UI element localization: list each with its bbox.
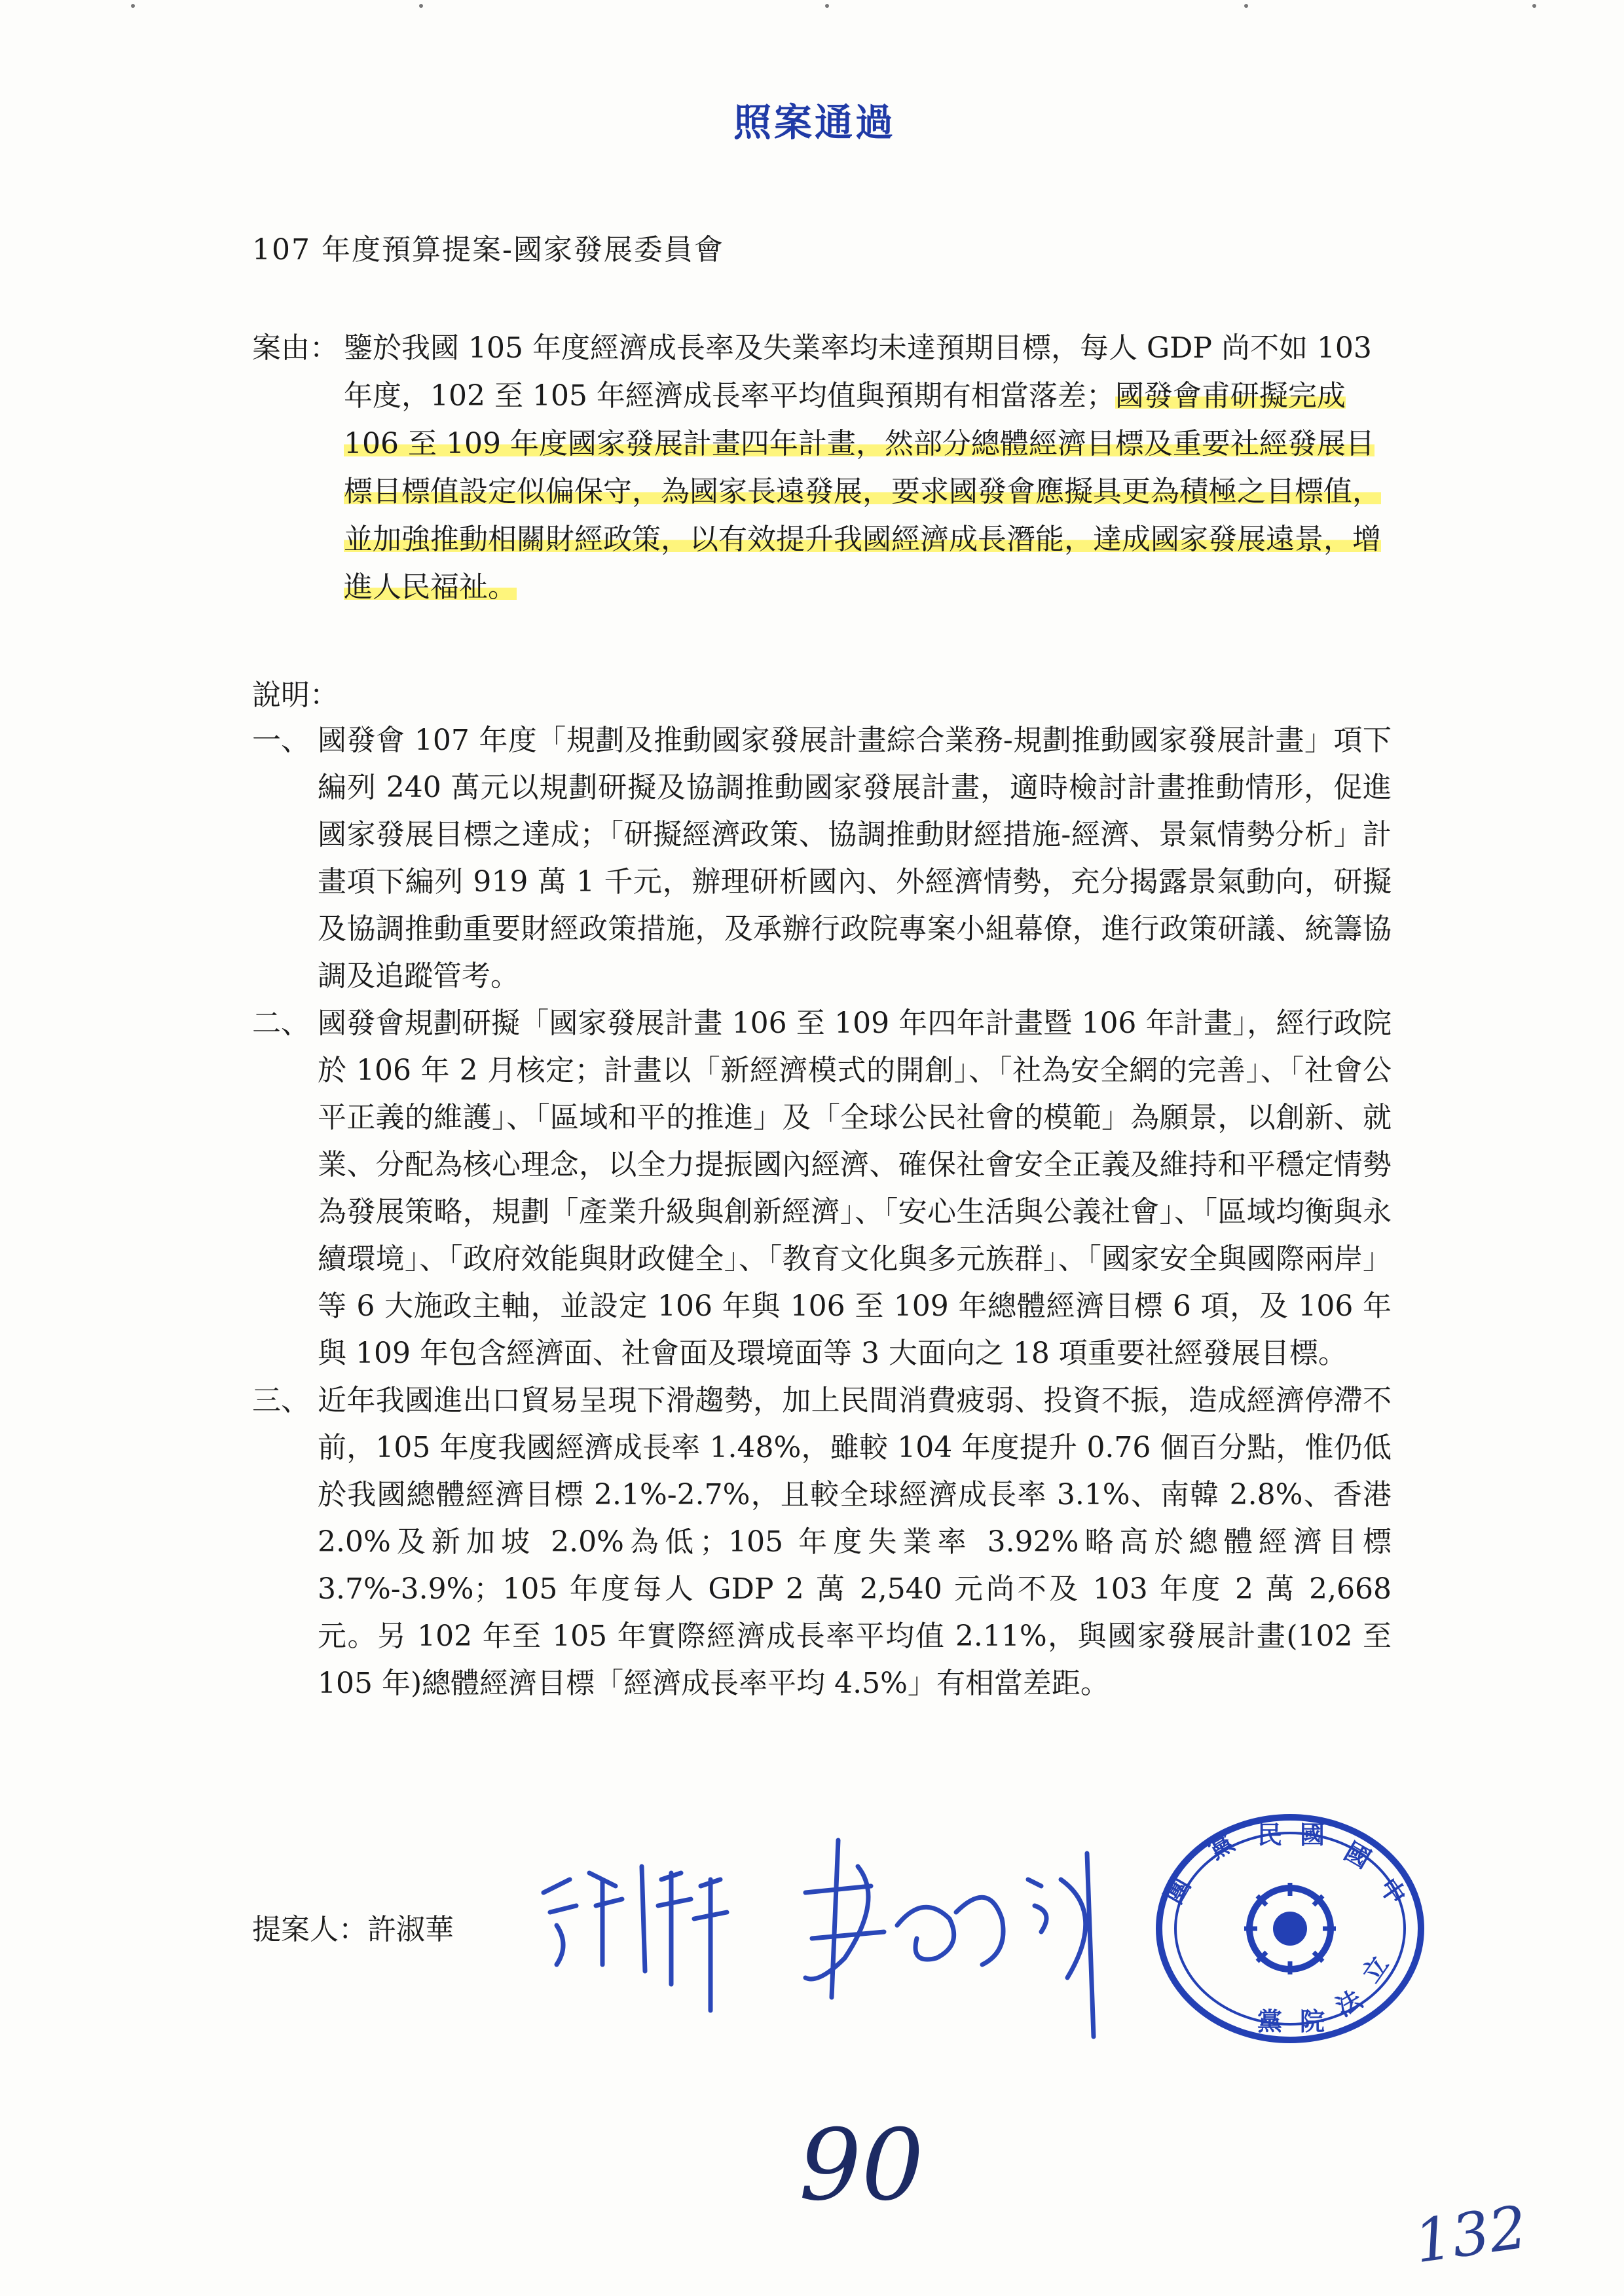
item-number: 三、 [252, 1384, 310, 1417]
approval-stamp: 照案通過 [733, 100, 896, 145]
reason-text-highlighted: 國發會甫研擬完成 106 至 109 年度國家發展計畫四年計畫，然部分總體經濟目標及重要社經發展目標目標值設定似偏保守，為國家長遠發展，要求國發會應擬具更為積極之目標值，並加強推動相關財經政策，以有效提升我國經濟成長潛能，達成國家發展遠景，增進人民福祉。 [344, 379, 1381, 604]
item-number: 一、 [252, 724, 310, 757]
scan-mark [1244, 4, 1248, 8]
item-text: 近年我國進出口貿易呈現下滑趨勢，加上民間消費疲弱、投資不振，造成經濟停滯不前，105 年度我國經濟成長率 1.48%，雖較 104 年度提升 0.76 個百分點，惟仍低於我國總體經濟目標 2.1%-2.7%，且較全球經濟成長率 3.1%、南韓 2.8%、香港 2.0%及新加坡 2.0%為低；105 年度失業率 3.92%略高於總體經濟目標 3.7%-3.9%；105 年度每人 GDP 2 萬 2,540 元尚不及 103 年度 2 萬 2,668 元。另 102 年至 105 年實際經濟成長率平均值 2.11%，與國家發展計畫(102 至 105 年)總體經濟目標「經濟成長率平均 4.5%」有相當差距。 [318, 1384, 1392, 1700]
svg-text:國: 國 [1300, 1820, 1325, 1849]
scan-mark [419, 4, 423, 8]
explanation-label: 說明： [252, 678, 339, 712]
handwritten-signature [530, 1814, 1120, 2050]
proposer-label: 提案人： [252, 1913, 367, 1946]
item-text: 國發會 107 年度「規劃及推動國家發展計畫綜合業務-規劃推動國家發展計畫」項下編列 240 萬元以規劃研擬及協調推動國家發展計畫，適時檢討計畫推動情形，促進國家發展目標之達成；「研擬經濟政策、協調推動財經措施-經濟、景氣情勢分析」計畫項下編列 919 萬 1 千元，辦理研析國內、外經濟情勢，充分揭露景氣動向，研擬及協調推動重要財經政策措施，及承辦行政院專案小組幕僚，進行政策研議、統籌協調及追蹤管考。 [318, 724, 1392, 993]
item-text: 國發會規劃研擬「國家發展計畫 106 至 109 年四年計畫暨 106 年計畫」，經行政院於 106 年 2 月核定；計畫以「新經濟模式的開創」、「社為安全網的完善」、「社會公平正義的維護」、「區域和平的推進」及「全球公民社會的模範」為願景，以創新、就業、分配為核心理念，以全力提振國內經濟、確保社會安全正義及維持和平穩定情勢為發展策略，規劃「產業升級與創新經濟」、「安心生活與公義社會」、「區域均衡與永續環境」、「政府效能與財政健全」、「教育文化與多元族群」、「國家安全與國際兩岸」等 6 大施政主軸，並設定 106 年與 106 至 109 年總體經濟目標 6 項，及 106 年與 109 年包含經濟面、社會面及環境面等 3 大面向之 18 項重要社經發展目標。 [318, 1007, 1392, 1370]
handwritten-page-number: 90 [799, 2109, 924, 2223]
reason-label: 案由： [252, 331, 339, 365]
scan-mark [825, 4, 829, 8]
svg-text:黨: 黨 [1257, 2007, 1283, 2036]
svg-text:民: 民 [1257, 1820, 1283, 1849]
svg-text:中: 中 [1373, 1872, 1412, 1910]
svg-text:國: 國 [1339, 1836, 1376, 1874]
svg-text:黨: 黨 [1203, 1826, 1240, 1865]
svg-text:院: 院 [1300, 2007, 1325, 2036]
item-number: 二、 [252, 1007, 310, 1040]
handwritten-serial-number: 132 [1410, 2193, 1532, 2277]
seal-stamp [1153, 1807, 1428, 2050]
list-item [252, 1377, 1392, 1707]
list-item [252, 717, 1392, 1000]
page-title: 107 年度預算提案-國家發展委員會 [252, 233, 724, 267]
reason-body [344, 324, 1392, 611]
explanation-list [252, 717, 1392, 1707]
svg-text:法: 法 [1331, 1984, 1367, 2022]
proposer-name: 許淑華 [367, 1913, 454, 1946]
svg-text:團: 團 [1158, 1872, 1196, 1909]
scan-mark [1532, 4, 1536, 8]
scan-mark [131, 4, 135, 8]
reason-text-plain: 鑒於我國 105 年度經濟成長率及失業率均未達預期目標，每人 GDP 尚不如 103 年度，102 至 105 年經濟成長率平均值與預期有相當落差； [344, 331, 1372, 413]
proposer [252, 1906, 454, 1948]
svg-text:立: 立 [1356, 1950, 1395, 1988]
list-item [252, 1000, 1392, 1377]
